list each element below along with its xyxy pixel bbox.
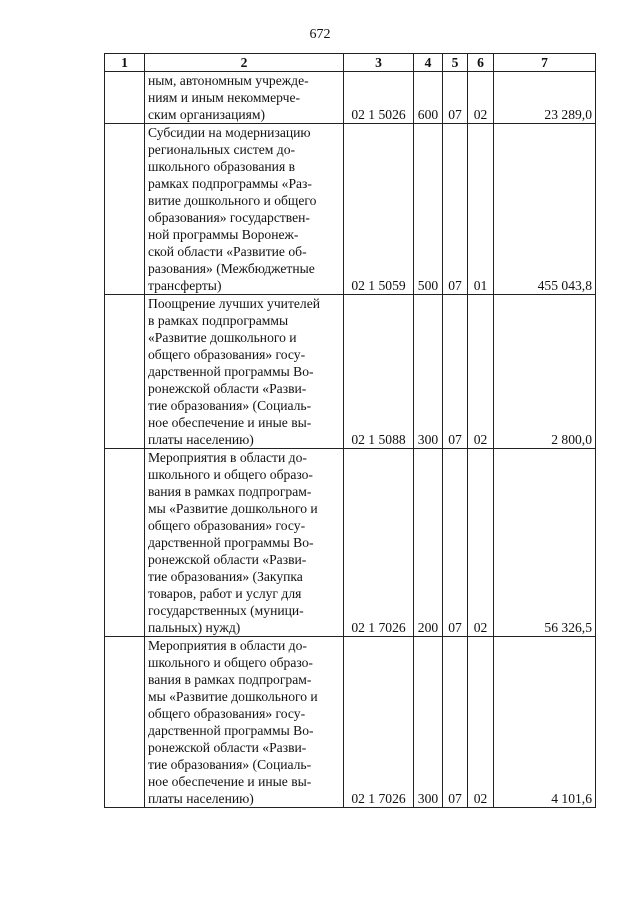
description-line: Поощрение лучших учителей <box>148 296 321 311</box>
cell-code: 02 1 7026 <box>344 637 414 808</box>
cell-code: 02 1 7026 <box>344 449 414 637</box>
description-line: ниям и иным некоммерче- <box>148 90 301 105</box>
description-line: государственных (муници- <box>148 603 304 618</box>
table-body <box>105 72 596 808</box>
cell-col6: 02 <box>468 637 494 808</box>
cell-code: 02 1 5026 <box>344 72 414 124</box>
cell-description <box>145 124 344 295</box>
header-row <box>105 54 596 72</box>
cell-col6: 02 <box>468 72 494 124</box>
cell-col4: 600 <box>414 72 443 124</box>
description-line: общего образования» госу- <box>148 518 306 533</box>
cell-col1 <box>105 295 145 449</box>
description-line: мы «Развитие дошкольного и <box>148 501 318 516</box>
col-header-6: 6 <box>468 54 494 72</box>
description-line: ной программы Воронеж- <box>148 227 299 242</box>
table-row <box>105 124 596 295</box>
description-line: пальных) нужд) <box>148 620 241 635</box>
description-line: рамках подпрограммы «Раз- <box>148 176 312 191</box>
cell-col1 <box>105 124 145 295</box>
col-header-1: 1 <box>105 54 145 72</box>
cell-sum: 56 326,5 <box>494 449 596 637</box>
description-line: трансферты) <box>148 278 222 293</box>
cell-col6: 01 <box>468 124 494 295</box>
table-row <box>105 295 596 449</box>
description-line: общего образования» госу- <box>148 347 306 362</box>
cell-sum: 23 289,0 <box>494 72 596 124</box>
cell-col1 <box>105 72 145 124</box>
description-line: образования» государствен- <box>148 210 310 225</box>
page-number: 672 <box>309 27 331 42</box>
description-line: ронежской области «Разви- <box>148 552 307 567</box>
cell-sum: 455 043,8 <box>494 124 596 295</box>
description-line: школьного и общего образо- <box>148 467 313 482</box>
cell-description <box>145 295 344 449</box>
description-line: вания в рамках подпрограм- <box>148 672 312 687</box>
description-line: разования» (Межбюджетные <box>148 261 315 276</box>
description-line: платы населению) <box>148 432 254 447</box>
description-line: ронежской области «Разви- <box>148 381 307 396</box>
col-header-3: 3 <box>344 54 414 72</box>
cell-col6: 02 <box>468 295 494 449</box>
description-line: мы «Развитие дошкольного и <box>148 689 318 704</box>
cell-col5: 07 <box>443 295 468 449</box>
description-line: общего образования» госу- <box>148 706 306 721</box>
cell-col6: 02 <box>468 449 494 637</box>
description-line: ронежской области «Разви- <box>148 740 307 755</box>
cell-description <box>145 449 344 637</box>
cell-col4: 200 <box>414 449 443 637</box>
description-line: «Развитие дошкольного и <box>148 330 297 345</box>
description-line: дарственной программы Во- <box>148 535 314 550</box>
cell-col5: 07 <box>443 124 468 295</box>
cell-code: 02 1 5059 <box>344 124 414 295</box>
table-row <box>105 449 596 637</box>
description-line: Субсидии на модернизацию <box>148 125 311 140</box>
description-line: региональных систем до- <box>148 142 296 157</box>
cell-code: 02 1 5088 <box>344 295 414 449</box>
description-line: дарственной программы Во- <box>148 723 314 738</box>
description-line: ской области «Развитие об- <box>148 244 307 259</box>
cell-description <box>145 72 344 124</box>
cell-col4: 300 <box>414 295 443 449</box>
description-line: дарственной программы Во- <box>148 364 314 379</box>
cell-col5: 07 <box>443 637 468 808</box>
description-line: тие образования» (Социаль- <box>148 757 312 772</box>
description-line: витие дошкольного и общего <box>148 193 317 208</box>
cell-col5: 07 <box>443 72 468 124</box>
description-line: школьного образования в <box>148 159 296 174</box>
description-line: платы населению) <box>148 791 254 806</box>
description-line: ным, автономным учрежде- <box>148 73 309 88</box>
cell-sum: 2 800,0 <box>494 295 596 449</box>
description-line: ное обеспечение и иные вы- <box>148 774 312 789</box>
cell-col4: 500 <box>414 124 443 295</box>
col-header-5: 5 <box>443 54 468 72</box>
cell-sum: 4 101,6 <box>494 637 596 808</box>
description-line: ное обеспечение и иные вы- <box>148 415 312 430</box>
budget-table <box>104 53 596 808</box>
description-line: Мероприятия в области до- <box>148 638 307 653</box>
description-line: ским организациям) <box>148 107 266 122</box>
cell-col4: 300 <box>414 637 443 808</box>
table-row <box>105 637 596 808</box>
cell-col5: 07 <box>443 449 468 637</box>
cell-col1 <box>105 637 145 808</box>
col-header-4: 4 <box>414 54 443 72</box>
cell-col1 <box>105 449 145 637</box>
description-line: в рамках подпрограммы <box>148 313 289 328</box>
cell-description <box>145 637 344 808</box>
description-line: товаров, работ и услуг для <box>148 586 302 601</box>
description-line: тие образования» (Социаль- <box>148 398 312 413</box>
description-line: Мероприятия в области до- <box>148 450 307 465</box>
description-line: школьного и общего образо- <box>148 655 313 670</box>
table-row <box>105 72 596 124</box>
description-line: тие образования» (Закупка <box>148 569 303 584</box>
col-header-2: 2 <box>145 54 344 72</box>
description-line: вания в рамках подпрограм- <box>148 484 312 499</box>
col-header-7: 7 <box>494 54 596 72</box>
